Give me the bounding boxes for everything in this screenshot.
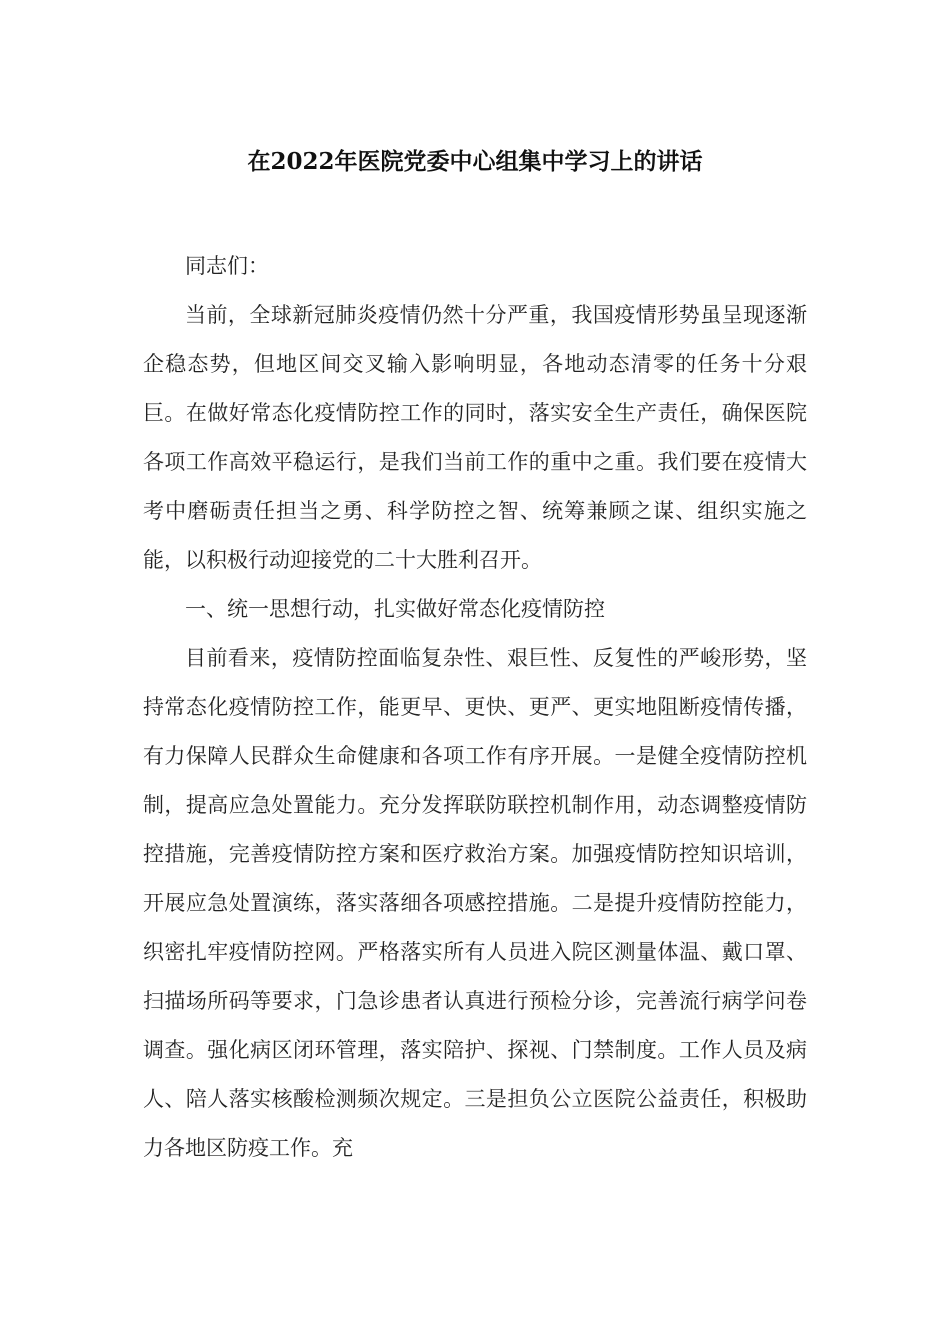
salutation: 同志们： [185,254,269,278]
section-paragraph: 目前看来，疫情防控面临复杂性、艰巨性、反复性的严峻形势，坚持常态化疫情防控工作，能更早、更快、更严、更实地阻断疫情传播，有力保障人民群众生命健康和各项工作有序开展。一是健全疫情防控机制，提高应急处置能力。充分发挥联防联控机制作用，动态调整疫情防控措施，完善疫情防控方案和医疗救治方案。加强疫情防控知识培训，开展应急处置演练，落实落细各项感控措施。二是提升疫情防控能力，织密扎牢疫情防控网。严格落实所有人员进入院区测量体温、戴口罩、扫描场所码等要求，门急诊患者认真进行预检分诊，完善流行病学问卷调查。强化病区闭环管理，落实陪护、探视、门禁制度。工作人员及病人、陪人落实核酸检测频次规定。三是担负公立医院公益责任，积极助力各地区防疫工作。充 [143,646,807,1160]
document-body [143,242,807,1173]
section-heading: 一、统一思想行动，扎实做好常态化疫情防控 [185,597,605,621]
intro-paragraph: 当前，全球新冠肺炎疫情仍然十分严重，我国疫情形势虽呈现逐渐企稳态势，但地区间交叉输入影响明显，各地动态清零的任务十分艰巨。在做好常态化疫情防控工作的同时，落实安全生产责任，确保医院各项工作高效平稳运行，是我们当前工作的重中之重。我们要在疫情大考中磨砺责任担当之勇、科学防控之智、统筹兼顾之谋、组织实施之能，以积极行动迎接党的二十大胜利召开。 [143,303,807,572]
document-title: 在2022年医院党委中心组集中学习上的讲话 [247,148,703,175]
